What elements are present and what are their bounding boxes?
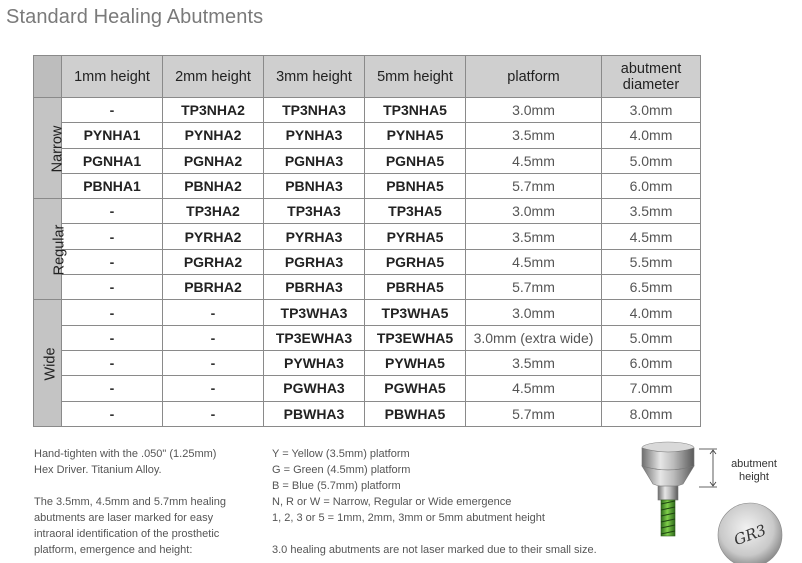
cell-3mm: PBNHA3: [264, 173, 365, 198]
header-2mm-height: 2mm height: [163, 56, 264, 98]
cell-5mm: PBNHA5: [365, 173, 466, 198]
cell-platform: 5.7mm: [466, 401, 602, 426]
cell-2mm: PYNHA2: [163, 123, 264, 148]
cell-5mm: TP3HA5: [365, 199, 466, 224]
page-title: Standard Healing Abutments: [6, 6, 264, 28]
header-3mm-height: 3mm height: [264, 56, 365, 98]
table-row: [34, 199, 701, 224]
cell-3mm: PGNHA3: [264, 148, 365, 173]
cell-2mm: -: [163, 350, 264, 375]
cell-diameter: 8.0mm: [602, 401, 701, 426]
abutment-height-label-line1: abutment: [731, 458, 777, 470]
note-laser-line1: The 3.5mm, 4.5mm and 5.7mm healing: [34, 496, 226, 508]
cell-platform: 3.0mm (extra wide): [466, 325, 602, 350]
legend-emergence: N, R or W = Narrow, Regular or Wide emergence: [272, 496, 512, 508]
cell-diameter: 4.5mm: [602, 224, 701, 249]
group-label-narrow: [34, 98, 66, 199]
cell-3mm: TP3HA3: [264, 199, 365, 224]
table-row: [34, 98, 701, 123]
cell-1mm: PYNHA1: [62, 123, 163, 148]
group-label-text: Narrow: [49, 125, 66, 172]
table-row: [34, 173, 701, 198]
cell-2mm: -: [163, 300, 264, 325]
cell-1mm: -: [62, 376, 163, 401]
cell-5mm: PGRHA5: [365, 249, 466, 274]
cell-platform: 3.0mm: [466, 300, 602, 325]
cell-1mm: -: [62, 325, 163, 350]
cell-1mm: -: [62, 199, 163, 224]
cell-platform: 3.0mm: [466, 98, 602, 123]
cell-1mm: -: [62, 249, 163, 274]
cell-3mm: PBRHA3: [264, 275, 365, 300]
cell-2mm: -: [163, 376, 264, 401]
cell-platform: 5.7mm: [466, 173, 602, 198]
cell-2mm: TP3NHA2: [163, 98, 264, 123]
cell-diameter: 3.5mm: [602, 199, 701, 224]
cell-5mm: PGNHA5: [365, 148, 466, 173]
cell-5mm: PYWHA5: [365, 350, 466, 375]
cell-1mm: -: [62, 300, 163, 325]
cell-2mm: PGNHA2: [163, 148, 264, 173]
abutment-height-label-line2: height: [739, 471, 769, 483]
cell-5mm: TP3EWHA5: [365, 325, 466, 350]
cell-diameter: 5.0mm: [602, 148, 701, 173]
cell-diameter: 5.5mm: [602, 249, 701, 274]
cell-3mm: PYRHA3: [264, 224, 365, 249]
table-row: [34, 350, 701, 375]
note-laser-line4: platform, emergence and height:: [34, 544, 193, 556]
group-label-text: Regular: [51, 224, 68, 276]
cell-3mm: PYNHA3: [264, 123, 365, 148]
cell-3mm: TP3NHA3: [264, 98, 365, 123]
cell-3mm: PGRHA3: [264, 249, 365, 274]
cell-2mm: PBRHA2: [163, 275, 264, 300]
laser-marked-top-view: [718, 503, 782, 563]
cell-2mm: -: [163, 401, 264, 426]
table-row: [34, 249, 701, 274]
abutment-table: [33, 55, 701, 427]
cell-platform: 3.5mm: [466, 123, 602, 148]
table-header-row: [34, 56, 701, 98]
group-label-regular: [34, 199, 68, 300]
cell-1mm: -: [62, 275, 163, 300]
cell-2mm: TP3HA2: [163, 199, 264, 224]
cell-platform: 3.5mm: [466, 350, 602, 375]
cell-5mm: TP3WHA5: [365, 300, 466, 325]
laser-marking-text: GR3: [731, 520, 769, 550]
cell-platform: 3.5mm: [466, 224, 602, 249]
note-laser-line3: intraoral identification of the prosthetic: [34, 528, 220, 540]
table-row: [34, 325, 701, 350]
cell-1mm: -: [62, 350, 163, 375]
cell-1mm: PGNHA1: [62, 148, 163, 173]
header-abutment-diameter: abutment diameter: [602, 56, 701, 98]
group-label-text: Wide: [42, 347, 59, 381]
cell-diameter: 3.0mm: [602, 98, 701, 123]
header-5mm-height: 5mm height: [365, 56, 466, 98]
table-row: [34, 224, 701, 249]
cell-5mm: PGWHA5: [365, 376, 466, 401]
table-row: [34, 376, 701, 401]
cell-3mm: TP3WHA3: [264, 300, 365, 325]
note-laser-line2: abutments are laser marked for easy: [34, 512, 214, 524]
cell-5mm: PYRHA5: [365, 224, 466, 249]
cell-diameter: 7.0mm: [602, 376, 701, 401]
table-row: [34, 401, 701, 426]
cell-3mm: PBWHA3: [264, 401, 365, 426]
cell-diameter: 4.0mm: [602, 123, 701, 148]
cell-1mm: -: [62, 224, 163, 249]
cell-2mm: PYRHA2: [163, 224, 264, 249]
cell-diameter: 5.0mm: [602, 325, 701, 350]
table-row: [34, 148, 701, 173]
header-corner: [34, 56, 62, 98]
cell-3mm: TP3EWHA3: [264, 325, 365, 350]
group-label-wide: [34, 300, 62, 426]
legend-blue: B = Blue (5.7mm) platform: [272, 480, 401, 492]
cell-5mm: PBWHA5: [365, 401, 466, 426]
cell-platform: 4.5mm: [466, 249, 602, 274]
note-driver-line2: Hex Driver. Titanium Alloy.: [34, 464, 162, 476]
cell-diameter: 6.5mm: [602, 275, 701, 300]
legend-green: G = Green (4.5mm) platform: [272, 464, 411, 476]
cell-1mm: PBNHA1: [62, 173, 163, 198]
cell-2mm: -: [163, 325, 264, 350]
notes-left: [34, 446, 264, 558]
cell-platform: 4.5mm: [466, 376, 602, 401]
cell-platform: 3.0mm: [466, 199, 602, 224]
cell-5mm: PYNHA5: [365, 123, 466, 148]
cell-1mm: -: [62, 401, 163, 426]
note-not-marked: 3.0 healing abutments are not laser marked due to their small size.: [272, 544, 597, 556]
cell-3mm: PYWHA3: [264, 350, 365, 375]
legend-height: 1, 2, 3 or 5 = 1mm, 2mm, 3mm or 5mm abutment height: [272, 512, 545, 524]
table-row: [34, 300, 701, 325]
cell-5mm: TP3NHA5: [365, 98, 466, 123]
cell-2mm: PBNHA2: [163, 173, 264, 198]
cell-platform: 5.7mm: [466, 275, 602, 300]
table-row: [34, 123, 701, 148]
cell-2mm: PGRHA2: [163, 249, 264, 274]
header-platform: platform: [466, 56, 602, 98]
note-driver-line1: Hand-tighten with the .050" (1.25mm): [34, 448, 217, 460]
cell-diameter: 6.0mm: [602, 173, 701, 198]
header-1mm-height: 1mm height: [62, 56, 163, 98]
cell-diameter: 4.0mm: [602, 300, 701, 325]
table-row: [34, 275, 701, 300]
cell-5mm: PBRHA5: [365, 275, 466, 300]
cell-3mm: PGWHA3: [264, 376, 365, 401]
abutment-height-label: [723, 458, 785, 484]
cell-platform: 4.5mm: [466, 148, 602, 173]
abutment-side-view: [642, 442, 694, 536]
height-dimension-marker: [699, 449, 717, 487]
cell-diameter: 6.0mm: [602, 350, 701, 375]
notes-right: [272, 446, 617, 558]
legend-yellow: Y = Yellow (3.5mm) platform: [272, 448, 410, 460]
cell-1mm: -: [62, 98, 163, 123]
